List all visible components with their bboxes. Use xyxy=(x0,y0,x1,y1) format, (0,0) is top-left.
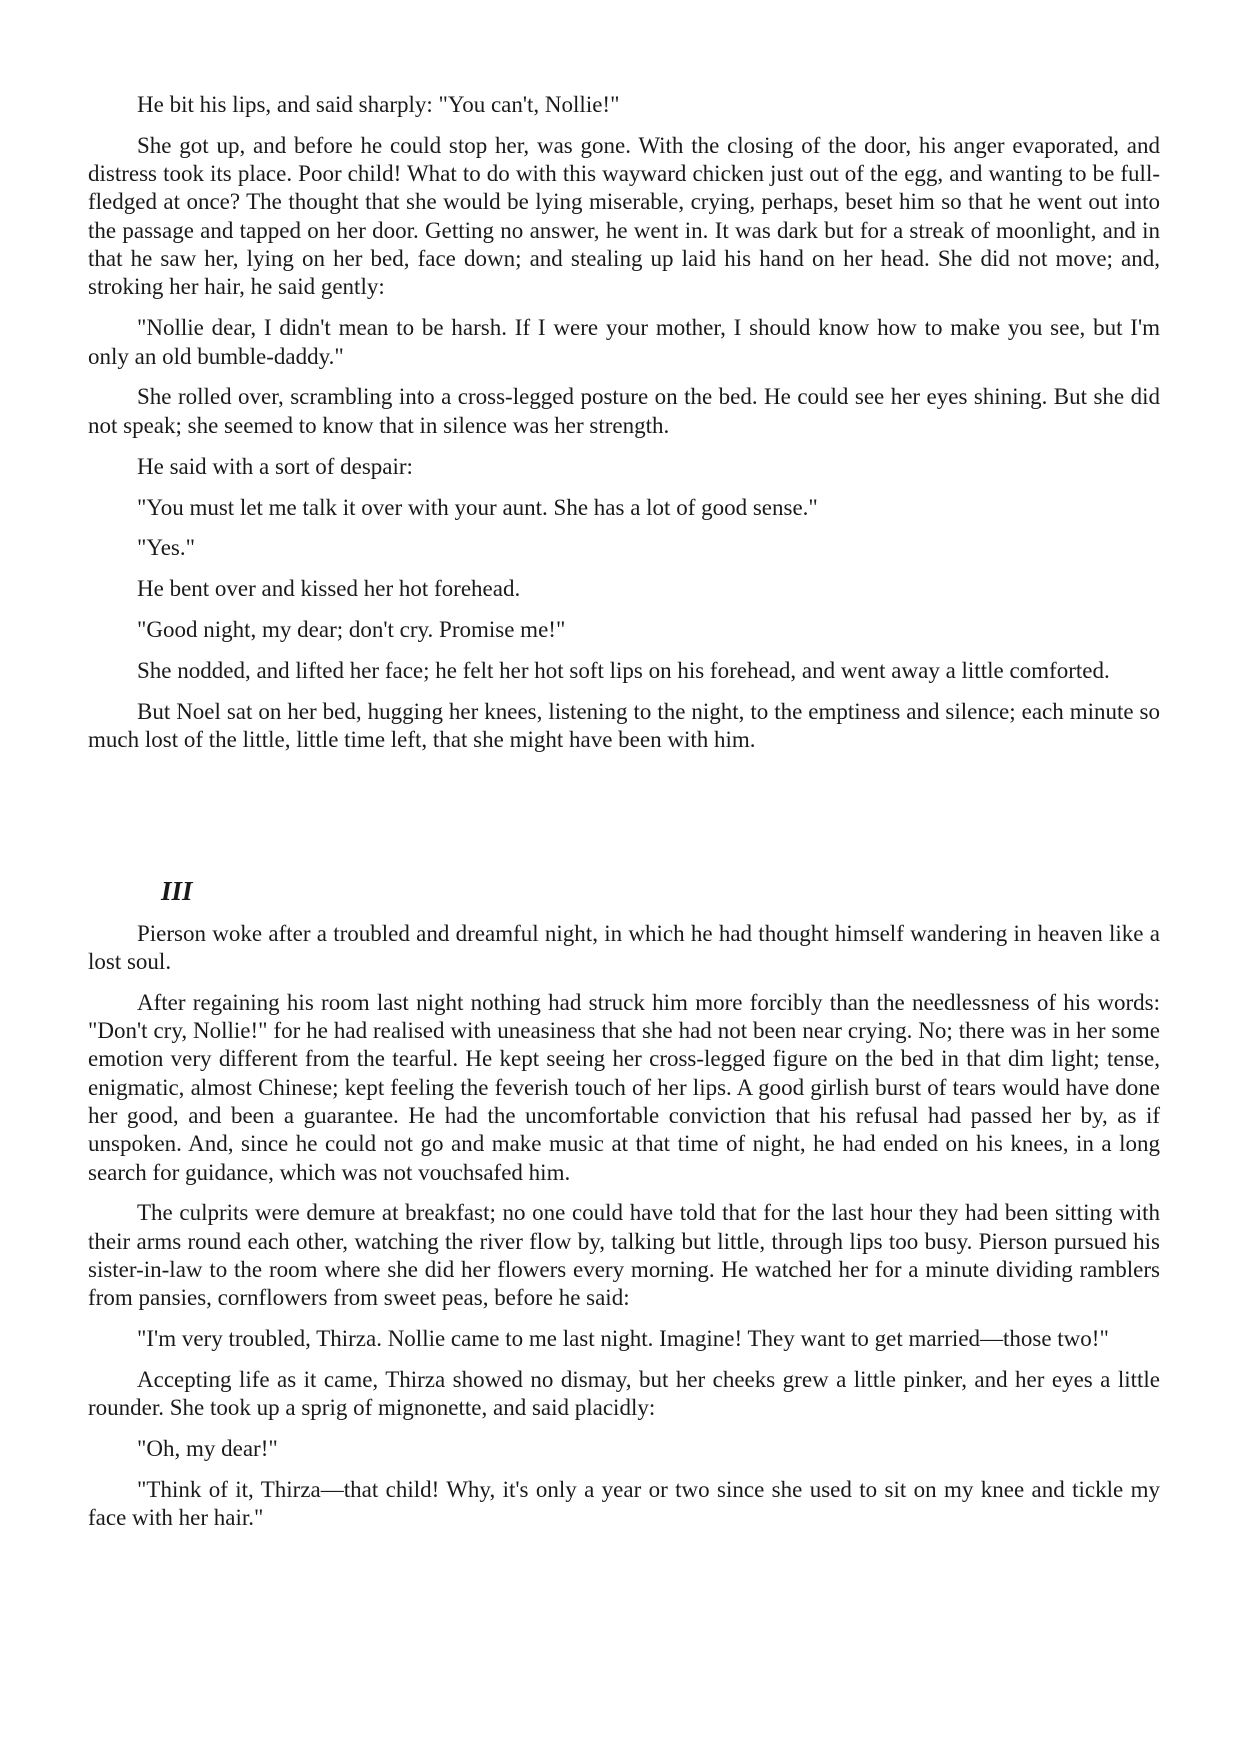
book-page xyxy=(88,91,1160,1545)
section-heading: III xyxy=(161,875,193,906)
paragraph: "You must let me talk it over with your aunt. She has a lot of good sense." xyxy=(137,494,818,520)
paragraph: She nodded, and lifted her face; he felt her hot soft lips on his forehead, and went away a little comforted. xyxy=(137,658,1110,684)
paragraph: "I'm very troubled, Thirza. Nollie came to me last night. Imagine! They want to get married—those two!" xyxy=(137,1326,1109,1352)
paragraph: Pierson woke after a troubled and dreamful night, in which he had thought himself wandering in heaven like a lost soul. xyxy=(88,920,1160,974)
paragraph: The culprits were demure at breakfast; no one could have told that for the last hour they had been sitting with their arms round each other, watching the river flow by, talking but little, through lips too busy. Pierson pursued his sister-in-law to the room where she did her flowers every morning. He watched her for a minute dividing ramblers from pansies, cornflowers from sweet peas, before he said: xyxy=(88,1200,1160,1311)
paragraph: Accepting life as it came, Thirza showed no dismay, but her cheeks grew a little pinker, and her eyes a little rounder. She took up a sprig of mignonette, and said placidly: xyxy=(88,1367,1160,1421)
paragraph: "Think of it, Thirza—that child! Why, it's only a year or two since she used to sit on my knee and tickle my face with her hair." xyxy=(88,1477,1160,1531)
paragraph: But Noel sat on her bed, hugging her knees, listening to the night, to the emptiness and silence; each minute so much lost of the little, little time left, that she might have been with him. xyxy=(88,698,1160,753)
paragraph: She got up, and before he could stop her, was gone. With the closing of the door, his anger evaporated, and distress took its place. Poor child! What to do with this wayward chicken just out of the egg, and wanting to be full-fledged at once? The thought that she would be lying miserable, crying, perhaps, beset him so that he went out into the passage and tapped on her door. Getting no answer, he went in. It was dark but for a streak of moonlight, and in that he saw her, lying on her bed, face down; and stealing up laid his hand on her head. She did not move; and, stroking her hair, he said gently: xyxy=(88,132,1160,300)
section-one xyxy=(88,91,1160,755)
paragraph: She rolled over, scrambling into a cross-legged posture on the bed. He could see her eyes shining. But she did not speak; she seemed to know that in silence was her strength. xyxy=(88,384,1160,438)
paragraph: He bent over and kissed her hot forehead. xyxy=(137,576,521,602)
section-two xyxy=(88,920,1160,1533)
paragraph: After regaining his room last night nothing had struck him more forcibly than the needlessness of his words: "Don't cry, Nollie!" for he had realised with uneasiness that she had not been near crying. No; there was in her some emotion very different from the tearful. He kept seeing her cross-legged figure on the bed in that dim light; tense, enigmatic, almost Chinese; kept feeling the feverish touch of her lips. A good girlish burst of tears would have done her good, and been a guarantee. He had the uncomfortable conviction that his refusal had passed her by, as if unspoken. And, since he could not go and make music at that time of night, he had ended on his knees, in a long search for guidance, which was not vouchsafed him. xyxy=(88,989,1160,1185)
paragraph: He said with a sort of despair: xyxy=(137,453,413,479)
paragraph: "Oh, my dear!" xyxy=(137,1436,278,1462)
paragraph: "Nollie dear, I didn't mean to be harsh. If I were your mother, I should know how to make you see, but I'm only an old bumble-daddy." xyxy=(88,315,1160,369)
paragraph: "Good night, my dear; don't cry. Promise me!" xyxy=(137,617,566,643)
paragraph: He bit his lips, and said sharply: "You can't, Nollie!" xyxy=(137,92,620,117)
paragraph: "Yes." xyxy=(137,535,195,561)
